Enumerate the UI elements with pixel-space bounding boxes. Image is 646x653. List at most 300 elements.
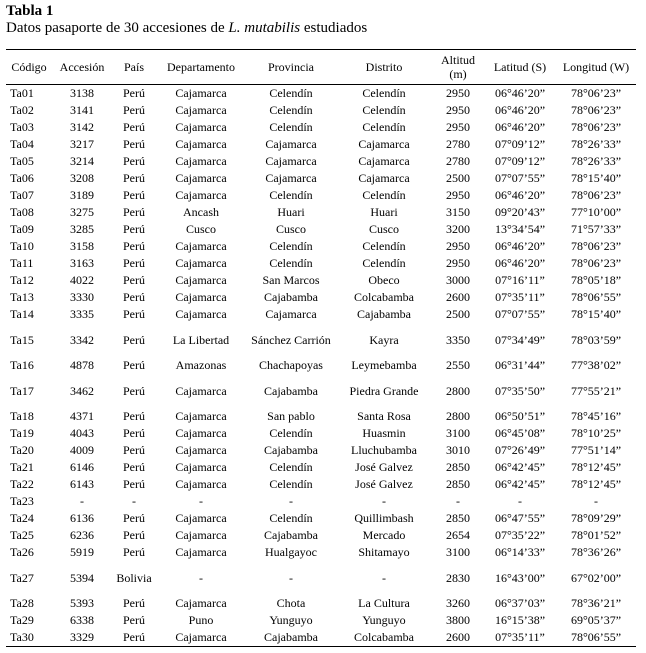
table-row bbox=[6, 544, 636, 561]
table-cell: 3342 bbox=[70, 332, 94, 347]
table-cell: La Cultura bbox=[358, 596, 410, 610]
table-cell: Mercado bbox=[362, 528, 406, 542]
table-cell: 78°15’40” bbox=[570, 171, 622, 185]
table-row bbox=[6, 238, 636, 255]
table-row bbox=[6, 187, 636, 204]
table-cell: Cajamarca bbox=[265, 137, 317, 151]
table-row bbox=[6, 289, 636, 306]
code-cell: Ta10 bbox=[10, 239, 34, 253]
title-text-after: estudiados bbox=[300, 20, 368, 36]
table-cell: 06°45’08” bbox=[494, 426, 546, 440]
code-cell: Ta03 bbox=[10, 120, 34, 134]
table-cell: 2600 bbox=[446, 290, 470, 304]
table-cell: 78°10’25” bbox=[570, 426, 622, 440]
table-cell: Celendín bbox=[269, 188, 313, 202]
table-cell: Huasmin bbox=[362, 426, 406, 440]
table-cell: 2950 bbox=[446, 188, 470, 202]
table-cell: Colcabamba bbox=[354, 290, 414, 304]
table-cell: 78°03’59” bbox=[570, 332, 622, 347]
table-cell: 78°09’29” bbox=[570, 511, 622, 525]
table-cell: 5919 bbox=[70, 545, 94, 559]
table-cell: 77°55’21” bbox=[570, 383, 622, 398]
table-cell: 4009 bbox=[70, 443, 94, 457]
table-cell: 2800 bbox=[446, 409, 470, 423]
table-cell: 06°42’45” bbox=[494, 477, 546, 491]
table-cell: 2950 bbox=[446, 239, 470, 253]
table-cell: 2850 bbox=[446, 477, 470, 491]
table-cell: Cajamarca bbox=[358, 171, 410, 185]
header-cell: Accesión bbox=[52, 50, 112, 85]
table-cell: Cajamarca bbox=[175, 596, 227, 610]
table-body bbox=[6, 85, 636, 647]
table-row bbox=[6, 459, 636, 476]
table-cell: 3217 bbox=[70, 137, 94, 151]
table-row bbox=[6, 510, 636, 527]
table-cell: Piedra Grande bbox=[349, 383, 419, 398]
table-cell: 78°06’23” bbox=[570, 188, 622, 202]
table-cell: Celendín bbox=[362, 239, 406, 253]
table-cell: Cajamarca bbox=[175, 307, 227, 321]
table-cell: Perú bbox=[123, 137, 145, 151]
table-title bbox=[6, 20, 367, 37]
table-cell: 6146 bbox=[70, 460, 94, 474]
table-cell: 2950 bbox=[446, 86, 470, 100]
table-cell: Perú bbox=[123, 273, 145, 287]
table-cell: Celendín bbox=[269, 511, 313, 525]
table-cell: 06°46’20” bbox=[494, 188, 546, 202]
table-cell: 3150 bbox=[446, 205, 470, 219]
code-cell: Ta17 bbox=[10, 383, 34, 398]
table-cell: 16°15’38” bbox=[494, 613, 546, 627]
table-cell: Cajamarca bbox=[265, 154, 317, 168]
table-cell: Perú bbox=[123, 383, 145, 398]
table-cell: Cajabamba bbox=[264, 528, 318, 542]
table-cell: 06°14’33” bbox=[494, 545, 546, 559]
table-row bbox=[6, 323, 636, 357]
table-cell: Celendín bbox=[269, 477, 313, 491]
table-cell: 06°37’03” bbox=[494, 596, 546, 610]
table-cell: 07°35’50” bbox=[494, 383, 546, 398]
table-label: Tabla 1 bbox=[6, 3, 54, 19]
title-text-before: Datos pasaporte de 30 accesiones de bbox=[6, 20, 229, 36]
table-cell: Cajamarca bbox=[265, 307, 317, 321]
table-row bbox=[6, 595, 636, 612]
table-cell: 78°06’23” bbox=[570, 86, 622, 100]
table-row bbox=[6, 629, 636, 647]
table-cell: Cajamarca bbox=[175, 103, 227, 117]
code-cell: Ta18 bbox=[10, 409, 34, 423]
table-cell: 6338 bbox=[70, 613, 94, 627]
table-cell: Perú bbox=[123, 120, 145, 134]
table-row bbox=[6, 612, 636, 629]
table-cell: 3285 bbox=[70, 222, 94, 236]
table-cell: Perú bbox=[123, 171, 145, 185]
table-cell: Celendín bbox=[269, 103, 313, 117]
header-cell: Código bbox=[6, 50, 52, 85]
table-row bbox=[6, 255, 636, 272]
code-cell: Ta27 bbox=[10, 570, 34, 585]
table-cell: Celendín bbox=[362, 188, 406, 202]
table-cell: Cajamarca bbox=[175, 239, 227, 253]
table-cell: Yunguyo bbox=[269, 613, 313, 627]
table-cell: Celendín bbox=[362, 86, 406, 100]
table-cell: 78°05’18” bbox=[570, 273, 622, 287]
table-cell: Cajamarca bbox=[175, 383, 227, 398]
header-row bbox=[6, 50, 636, 85]
table-cell: Cajabamba bbox=[264, 383, 318, 398]
table-cell: Cajamarca bbox=[175, 426, 227, 440]
table-cell: Perú bbox=[123, 613, 145, 627]
table-cell: Perú bbox=[123, 103, 145, 117]
table-cell: - bbox=[80, 494, 84, 508]
table-row bbox=[6, 493, 636, 510]
table-cell: 13°34’54” bbox=[494, 222, 546, 236]
table-cell: 3142 bbox=[70, 120, 94, 134]
table-cell: Perú bbox=[123, 290, 145, 304]
table-cell: 2950 bbox=[446, 120, 470, 134]
table-cell: Celendín bbox=[269, 239, 313, 253]
header-cell: Longitud (W) bbox=[556, 50, 636, 85]
table-cell: 5394 bbox=[70, 570, 94, 585]
table-cell: Cusco bbox=[276, 222, 306, 236]
table-cell: Cajamarca bbox=[175, 154, 227, 168]
table-cell: Perú bbox=[123, 205, 145, 219]
table-cell: Cajamarca bbox=[175, 528, 227, 542]
code-cell: Ta23 bbox=[10, 494, 34, 508]
table-cell: 3158 bbox=[70, 239, 94, 253]
header-cell: Latitud (S) bbox=[484, 50, 556, 85]
table-cell: 78°06’23” bbox=[570, 120, 622, 134]
table-cell: Perú bbox=[123, 528, 145, 542]
code-cell: Ta28 bbox=[10, 596, 34, 610]
table-cell: Perú bbox=[123, 239, 145, 253]
table-cell: - bbox=[289, 570, 293, 585]
table-cell: 78°26’33” bbox=[570, 154, 622, 168]
code-cell: Ta25 bbox=[10, 528, 34, 542]
table-cell: Huari bbox=[277, 205, 305, 219]
table-cell: 2780 bbox=[446, 154, 470, 168]
table-row bbox=[6, 204, 636, 221]
table-cell: 78°06’55” bbox=[570, 290, 622, 304]
table-cell: Cajamarca bbox=[175, 256, 227, 270]
table-row bbox=[6, 85, 636, 103]
table-cell: 78°45’16” bbox=[570, 409, 622, 423]
table-cell: 3800 bbox=[446, 613, 470, 627]
code-cell: Ta22 bbox=[10, 477, 34, 491]
table-cell: Cajamarca bbox=[175, 86, 227, 100]
table-cell: 71°57’33” bbox=[570, 222, 622, 236]
table-cell: Cajabamba bbox=[264, 290, 318, 304]
table-cell: 06°50’51” bbox=[494, 409, 546, 423]
table-cell: Colcabamba bbox=[336, 629, 432, 647]
table-cell: 09°20’43” bbox=[494, 205, 546, 219]
table-cell: 77°38’02” bbox=[570, 358, 622, 372]
table-cell: 78°06’23” bbox=[570, 103, 622, 117]
table-cell: - bbox=[382, 570, 386, 585]
code-cell: Ta06 bbox=[10, 171, 34, 185]
table-cell: Perú bbox=[123, 426, 145, 440]
table-cell: 3200 bbox=[446, 222, 470, 236]
table-cell: 06°47’55” bbox=[494, 511, 546, 525]
table-cell: Perú bbox=[123, 596, 145, 610]
table-cell: 2780 bbox=[446, 137, 470, 151]
table-cell: Celendín bbox=[362, 256, 406, 270]
header-cell: Provincia bbox=[246, 50, 336, 85]
table-cell: Perú bbox=[123, 256, 145, 270]
table-cell: Celendín bbox=[269, 120, 313, 134]
table-cell: 3462 bbox=[70, 383, 94, 398]
table-row bbox=[6, 425, 636, 442]
code-cell: Ta30 bbox=[6, 629, 52, 647]
table-cell: San pablo bbox=[267, 409, 315, 423]
header-cell: Altitud (m) bbox=[432, 50, 484, 85]
table-cell: 3141 bbox=[70, 103, 94, 117]
table-cell: Perú bbox=[123, 307, 145, 321]
table-cell: Cajamarca bbox=[265, 171, 317, 185]
table-cell: Perú bbox=[123, 443, 145, 457]
table-cell: Obeco bbox=[368, 273, 400, 287]
table-cell: Celendín bbox=[269, 426, 313, 440]
table-cell: - bbox=[456, 494, 460, 508]
table-cell: 06°46’20” bbox=[494, 86, 546, 100]
table-cell: Cajabamba bbox=[357, 307, 411, 321]
table-cell: 78°36’26” bbox=[570, 545, 622, 559]
table-row bbox=[6, 170, 636, 187]
table-cell: Cajamarca bbox=[358, 154, 410, 168]
table-cell: - bbox=[518, 494, 522, 508]
table-cell: Yunguyo bbox=[362, 613, 406, 627]
code-cell: Ta24 bbox=[10, 511, 34, 525]
table-cell: 3000 bbox=[446, 273, 470, 287]
table-cell: 78°06’23” bbox=[570, 256, 622, 270]
table-cell: Huari bbox=[370, 205, 398, 219]
table-cell: Cajamarca bbox=[175, 120, 227, 134]
table-cell: 2600 bbox=[432, 629, 484, 647]
table-cell: 07°09’12” bbox=[494, 137, 546, 151]
table-cell: 2500 bbox=[446, 171, 470, 185]
table-cell: 07°07’55” bbox=[494, 171, 546, 185]
table-cell: 06°31’44” bbox=[494, 358, 546, 372]
table-cell: 06°46’20” bbox=[494, 120, 546, 134]
table-cell: 78°06’23” bbox=[570, 239, 622, 253]
species-name: L. mutabilis bbox=[228, 20, 301, 36]
table-cell: 2830 bbox=[446, 570, 470, 585]
code-cell: Ta15 bbox=[10, 332, 34, 347]
table-cell: San Marcos bbox=[262, 273, 320, 287]
table-cell: 2500 bbox=[446, 307, 470, 321]
table-cell: Perú bbox=[123, 545, 145, 559]
table-cell: 3329 bbox=[52, 629, 112, 647]
code-cell: Ta01 bbox=[10, 86, 34, 100]
table-cell: 06°46’20” bbox=[494, 256, 546, 270]
table-cell: 4371 bbox=[70, 409, 94, 423]
table-cell: 3138 bbox=[70, 86, 94, 100]
table-cell: Santa Rosa bbox=[357, 409, 411, 423]
accessions-table bbox=[6, 49, 636, 647]
table-cell: 78°36’21” bbox=[570, 596, 622, 610]
table-cell: Cajamarca bbox=[175, 273, 227, 287]
table-cell: - bbox=[199, 570, 203, 585]
table-cell: 4043 bbox=[70, 426, 94, 440]
table-row bbox=[6, 153, 636, 170]
table-cell: 2850 bbox=[446, 460, 470, 474]
table-cell: Amazonas bbox=[175, 358, 227, 372]
table-cell: 2950 bbox=[446, 103, 470, 117]
table-cell: 78°12’45” bbox=[570, 460, 622, 474]
table-cell: 3100 bbox=[446, 545, 470, 559]
table-cell: Quillimbash bbox=[354, 511, 414, 525]
table-cell: 3189 bbox=[70, 188, 94, 202]
table-cell: Perú bbox=[123, 188, 145, 202]
table-cell: 3100 bbox=[446, 426, 470, 440]
table-cell: 2950 bbox=[446, 256, 470, 270]
table-cell: 69°05’37” bbox=[570, 613, 622, 627]
code-cell: Ta26 bbox=[10, 545, 34, 559]
table-cell: 3010 bbox=[446, 443, 470, 457]
table-cell: Cajabamba bbox=[246, 629, 336, 647]
code-cell: Ta14 bbox=[10, 307, 34, 321]
table-row bbox=[6, 136, 636, 153]
table-cell: Cajamarca bbox=[175, 290, 227, 304]
code-cell: Ta11 bbox=[10, 256, 34, 270]
table-cell: Shitamayo bbox=[358, 545, 410, 559]
table-cell: Cajamarca bbox=[156, 629, 246, 647]
table-cell: Ancash bbox=[183, 205, 219, 219]
table-cell: 3214 bbox=[70, 154, 94, 168]
table-cell: 07°26’49” bbox=[494, 443, 546, 457]
table-cell: 2550 bbox=[446, 358, 470, 372]
table-cell: Cajamarca bbox=[358, 137, 410, 151]
table-cell: 3208 bbox=[70, 171, 94, 185]
table-cell: José Galvez bbox=[355, 460, 413, 474]
table-cell: José Galvez bbox=[355, 477, 413, 491]
table-cell: 3163 bbox=[70, 256, 94, 270]
table-cell: Perú bbox=[123, 409, 145, 423]
table-cell: 6136 bbox=[70, 511, 94, 525]
table-row bbox=[6, 221, 636, 238]
table-cell: Cajamarca bbox=[175, 171, 227, 185]
table-cell: Cajamarca bbox=[175, 137, 227, 151]
table-cell: 2850 bbox=[446, 511, 470, 525]
table-cell: Cajamarca bbox=[175, 188, 227, 202]
table-cell: - bbox=[594, 494, 598, 508]
table-cell: 07°35’11” bbox=[495, 290, 545, 304]
table-cell: 6236 bbox=[70, 528, 94, 542]
table-cell: Perú bbox=[123, 358, 145, 372]
table-cell: 16°43’00” bbox=[494, 570, 546, 585]
table-cell: Cajamarca bbox=[175, 511, 227, 525]
table-cell: Perú bbox=[123, 332, 145, 347]
table-cell: Celendín bbox=[269, 86, 313, 100]
code-cell: Ta29 bbox=[10, 613, 34, 627]
table-cell: 06°42’45” bbox=[494, 460, 546, 474]
code-cell: Ta13 bbox=[10, 290, 34, 304]
code-cell: Ta08 bbox=[10, 205, 34, 219]
table-cell: 07°09’12” bbox=[494, 154, 546, 168]
code-cell: Ta07 bbox=[10, 188, 34, 202]
table-cell: 06°46’20” bbox=[494, 239, 546, 253]
table-cell: 78°01’52” bbox=[570, 528, 622, 542]
code-cell: Ta16 bbox=[10, 358, 34, 372]
code-cell: Ta05 bbox=[10, 154, 34, 168]
table-cell: Hualgayoc bbox=[265, 545, 317, 559]
table-row bbox=[6, 357, 636, 374]
table-cell: Perú bbox=[123, 460, 145, 474]
table-cell: Celendín bbox=[362, 103, 406, 117]
table-cell: Perú bbox=[112, 629, 156, 647]
table-cell: Cajamarca bbox=[175, 477, 227, 491]
table-cell: Sánchez Carrión bbox=[251, 332, 331, 347]
table-cell: 07°35’22” bbox=[494, 528, 546, 542]
table-row bbox=[6, 476, 636, 493]
table-cell: 3260 bbox=[446, 596, 470, 610]
table-cell: 07°16’11” bbox=[495, 273, 545, 287]
table-cell: Perú bbox=[123, 477, 145, 491]
table-cell: 3335 bbox=[70, 307, 94, 321]
table-row bbox=[6, 408, 636, 425]
table-cell: Cusco bbox=[369, 222, 399, 236]
table-cell: Perú bbox=[123, 86, 145, 100]
table-cell: Cajabamba bbox=[264, 443, 318, 457]
table-row bbox=[6, 561, 636, 595]
table-cell: 07°34’49” bbox=[494, 332, 546, 347]
table-row bbox=[6, 442, 636, 459]
table-cell: Cajamarca bbox=[175, 545, 227, 559]
table-cell: Lluchubamba bbox=[351, 443, 417, 457]
table-cell: 06°46’20” bbox=[494, 103, 546, 117]
table-cell: Cajamarca bbox=[175, 443, 227, 457]
header-cell: País bbox=[112, 50, 156, 85]
code-cell: Ta12 bbox=[10, 273, 34, 287]
table-cell: 07°35’11” bbox=[484, 629, 556, 647]
table-cell: Chota bbox=[276, 596, 306, 610]
header-cell: Distrito bbox=[336, 50, 432, 85]
table-cell: 78°06’55” bbox=[556, 629, 636, 647]
table-cell: 78°15’40” bbox=[570, 307, 622, 321]
table-cell: Bolivia bbox=[116, 570, 152, 585]
table-cell: Perú bbox=[123, 511, 145, 525]
code-cell: Ta20 bbox=[10, 443, 34, 457]
code-cell: Ta09 bbox=[10, 222, 34, 236]
table-cell: - bbox=[289, 494, 293, 508]
table-cell: 67°02’00” bbox=[570, 570, 622, 585]
table-caption bbox=[6, 3, 367, 37]
table-cell: - bbox=[382, 494, 386, 508]
table-cell: Cajamarca bbox=[175, 460, 227, 474]
table-cell: La Libertad bbox=[172, 332, 230, 347]
code-cell: Ta02 bbox=[10, 103, 34, 117]
table-cell: 78°12’45” bbox=[570, 477, 622, 491]
table-row bbox=[6, 527, 636, 544]
table-cell: 5393 bbox=[70, 596, 94, 610]
header-cell: Departamento bbox=[156, 50, 246, 85]
code-cell: Ta04 bbox=[10, 137, 34, 151]
table-cell: Puno bbox=[188, 613, 214, 627]
table-cell: Leymebamba bbox=[351, 358, 417, 372]
code-cell: Ta19 bbox=[10, 426, 34, 440]
table-cell: - bbox=[132, 494, 136, 508]
table-cell: 2800 bbox=[446, 383, 470, 398]
table-cell: 3330 bbox=[70, 290, 94, 304]
table-cell: Cusco bbox=[186, 222, 216, 236]
table-cell: 4878 bbox=[70, 358, 94, 372]
table-row bbox=[6, 306, 636, 323]
table-cell: Celendín bbox=[269, 460, 313, 474]
code-cell: Ta21 bbox=[10, 460, 34, 474]
table-row bbox=[6, 119, 636, 136]
table-row bbox=[6, 272, 636, 289]
table-cell: Kayra bbox=[369, 332, 399, 347]
